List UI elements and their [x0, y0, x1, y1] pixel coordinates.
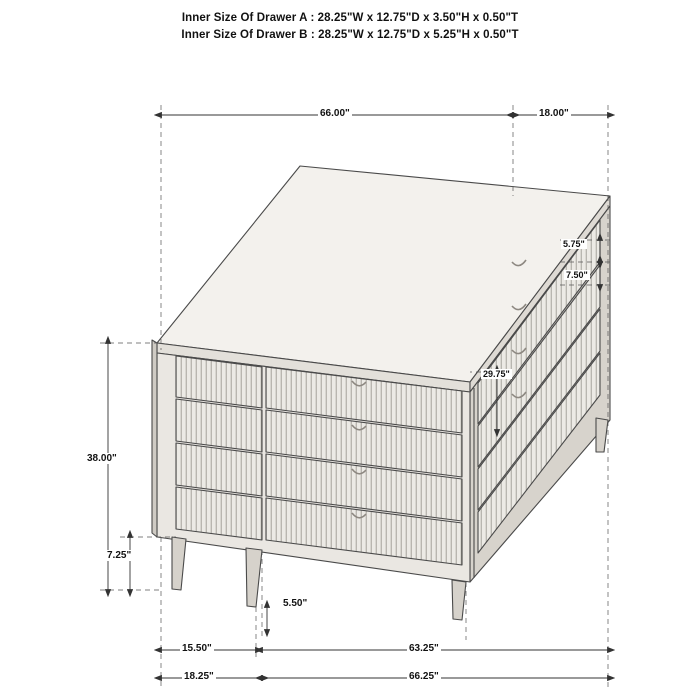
dim-top-width: 66.00": [320, 108, 350, 119]
dim-side-depth: 15.50": [182, 643, 212, 654]
dim-drawer-bank-height: 29.75": [483, 369, 510, 379]
dim-drawer-front-small: 5.75": [563, 239, 585, 249]
dim-base-width: 63.25": [409, 643, 439, 654]
dim-leg-height: 7.25": [107, 550, 132, 561]
drawer-a-note: Inner Size Of Drawer A : 28.25"W x 12.75"D x 3.50"H x 0.50"T: [181, 12, 519, 24]
dim-top-depth: 18.00": [539, 108, 569, 119]
dim-leg-offset: 5.50": [283, 598, 308, 609]
dim-drawer-front-large: 7.50": [566, 270, 588, 280]
drawer-b-note: Inner Size Of Drawer B : 28.25"W x 12.75"D x 5.25"H x 0.50"T: [181, 29, 519, 41]
dim-side-depth-outer: 18.25": [184, 671, 214, 682]
dim-base-width-outer: 66.25": [409, 671, 439, 682]
dim-overall-height: 38.00": [87, 453, 117, 464]
